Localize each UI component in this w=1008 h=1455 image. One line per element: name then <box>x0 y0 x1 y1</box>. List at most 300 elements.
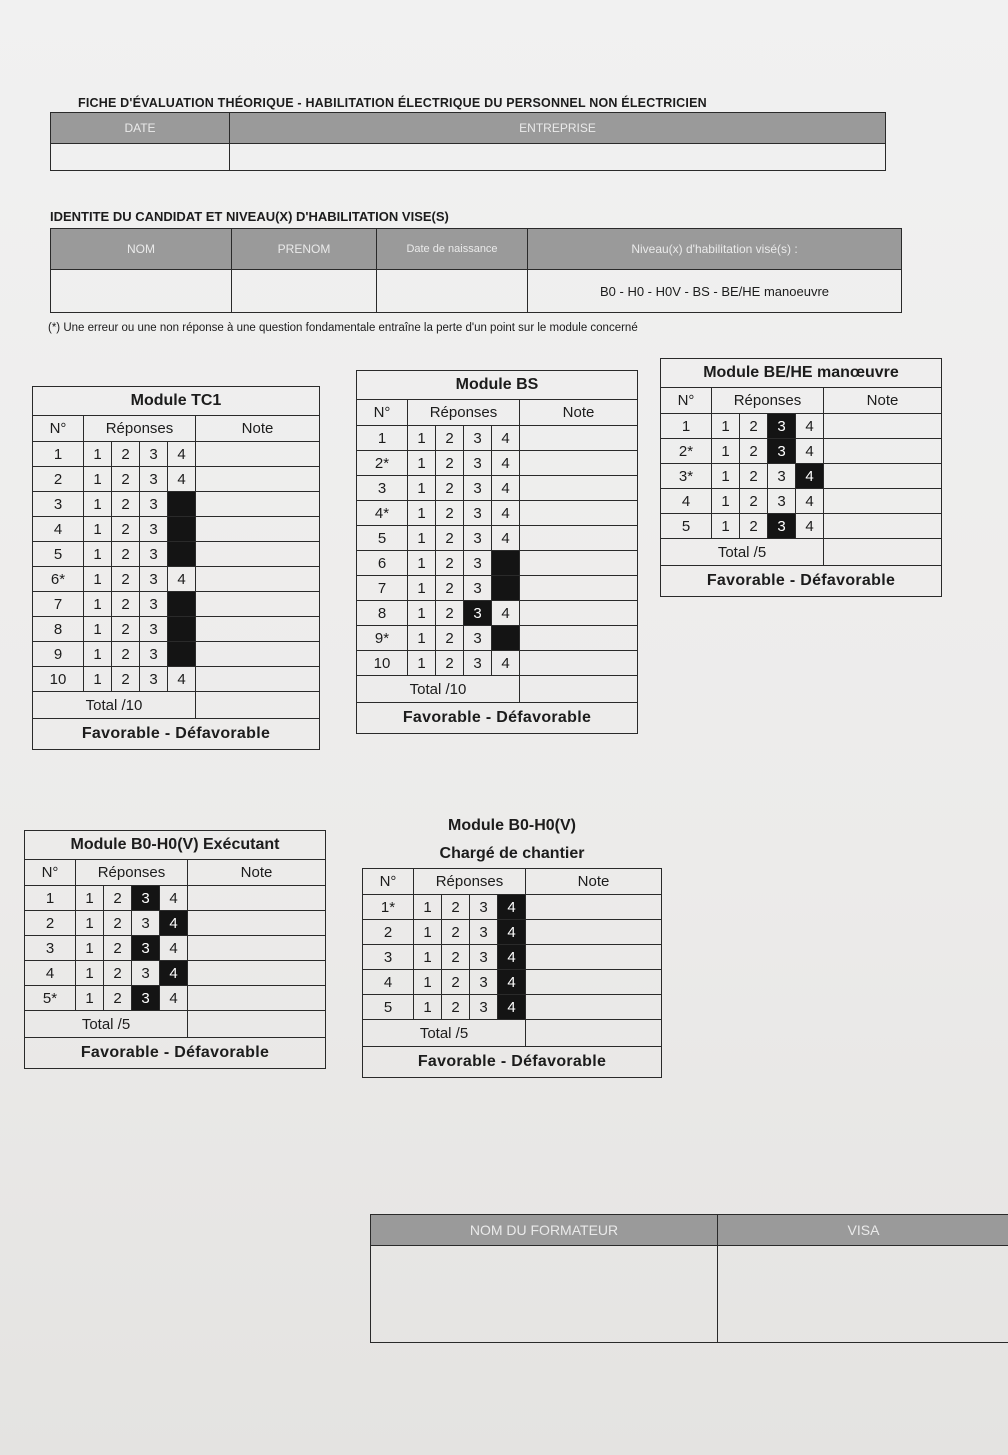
answer-option[interactable]: 2 <box>104 936 132 961</box>
answer-option[interactable]: 4 <box>498 970 526 995</box>
question-row <box>25 986 326 1011</box>
answer-option[interactable]: 4 <box>168 467 196 492</box>
col-header-reponses: Réponses <box>84 416 196 442</box>
answer-option[interactable]: 4 <box>492 601 520 626</box>
question-row <box>25 961 326 986</box>
blank-cell <box>492 626 520 651</box>
nom-label: NOM <box>51 229 232 270</box>
question-row <box>661 514 942 539</box>
blank-cell <box>168 642 196 667</box>
answer-option[interactable]: 2 <box>436 576 464 601</box>
note-cell[interactable] <box>520 651 638 676</box>
answer-option[interactable]: 2 <box>112 442 140 467</box>
blank-cell <box>168 517 196 542</box>
question-row <box>357 576 638 601</box>
question-number: 2* <box>661 439 712 464</box>
answer-option[interactable]: 3 <box>140 592 168 617</box>
answer-option[interactable]: 4 <box>796 489 824 514</box>
answer-option[interactable]: 1 <box>408 626 436 651</box>
question-number: 1* <box>363 895 414 920</box>
answer-option[interactable]: 4 <box>796 414 824 439</box>
answer-option[interactable]: 1 <box>408 551 436 576</box>
answer-option[interactable]: 2 <box>436 526 464 551</box>
note-cell[interactable] <box>520 501 638 526</box>
answer-option[interactable]: 3 <box>140 542 168 567</box>
prenom-field[interactable] <box>232 270 377 313</box>
answer-option[interactable]: 1 <box>84 592 112 617</box>
module-subtitle: Chargé de chantier <box>363 840 662 869</box>
answer-option[interactable]: 3 <box>464 476 492 501</box>
answer-option[interactable]: 4 <box>160 886 188 911</box>
note-cell[interactable] <box>196 492 320 517</box>
answer-option[interactable]: 3 <box>464 551 492 576</box>
answer-option[interactable]: 3 <box>140 567 168 592</box>
answer-option[interactable]: 2 <box>740 489 768 514</box>
answer-option[interactable]: 1 <box>84 642 112 667</box>
question-row <box>357 626 638 651</box>
answer-option[interactable]: 2 <box>112 592 140 617</box>
answer-option[interactable]: 3 <box>132 936 160 961</box>
total-value[interactable] <box>526 1020 662 1047</box>
question-number: 3* <box>661 464 712 489</box>
col-header-note: Note <box>526 869 662 895</box>
page-title: FICHE D'ÉVALUATION THÉORIQUE - HABILITATION ÉLECTRIQUE DU PERSONNEL NON ÉLECTRICIEN <box>78 96 707 110</box>
formateur-field[interactable] <box>371 1246 718 1343</box>
question-number: 2* <box>357 451 408 476</box>
answer-option[interactable]: 2 <box>112 517 140 542</box>
answer-option[interactable]: 3 <box>464 601 492 626</box>
favorable-defavorable[interactable]: Favorable - Défavorable <box>357 703 638 734</box>
note-cell[interactable] <box>520 476 638 501</box>
visa-field[interactable] <box>718 1246 1008 1343</box>
question-number: 9 <box>33 642 84 667</box>
answer-option[interactable]: 1 <box>76 936 104 961</box>
question-number: 5 <box>33 542 84 567</box>
module-title: Module TC1 <box>33 387 320 416</box>
note-cell[interactable] <box>520 576 638 601</box>
favorable-defavorable[interactable]: Favorable - Défavorable <box>25 1038 326 1069</box>
answer-option[interactable]: 1 <box>84 442 112 467</box>
question-number: 5 <box>363 995 414 1020</box>
total-label: Total /5 <box>363 1020 526 1047</box>
note-cell[interactable] <box>196 617 320 642</box>
blank-cell <box>168 542 196 567</box>
answer-option[interactable]: 3 <box>470 920 498 945</box>
question-row <box>357 451 638 476</box>
answer-option[interactable]: 3 <box>140 667 168 692</box>
col-header-note: Note <box>520 400 638 426</box>
answer-option[interactable]: 3 <box>470 945 498 970</box>
answer-option[interactable]: 1 <box>414 945 442 970</box>
answer-option[interactable]: 4 <box>160 986 188 1011</box>
answer-option[interactable]: 2 <box>740 464 768 489</box>
answer-option[interactable]: 1 <box>76 986 104 1011</box>
note-cell[interactable] <box>196 467 320 492</box>
question-row <box>357 476 638 501</box>
question-number: 1 <box>357 426 408 451</box>
note-cell[interactable] <box>188 911 326 936</box>
question-row <box>363 945 662 970</box>
question-number: 5 <box>661 514 712 539</box>
question-number: 1 <box>661 414 712 439</box>
question-number: 3 <box>357 476 408 501</box>
answer-option[interactable]: 4 <box>796 514 824 539</box>
answer-option[interactable]: 4 <box>796 439 824 464</box>
col-header-reponses: Réponses <box>712 388 824 414</box>
col-header-note: Note <box>188 860 326 886</box>
formateur-visa-table <box>370 1214 1008 1343</box>
note-cell[interactable] <box>196 542 320 567</box>
favorable-defavorable[interactable]: Favorable - Défavorable <box>363 1047 662 1078</box>
col-header-n: N° <box>357 400 408 426</box>
total-label: Total /5 <box>25 1011 188 1038</box>
module-title: Module B0-H0(V) Exécutant <box>25 831 326 860</box>
question-row <box>33 642 320 667</box>
answer-option[interactable]: 3 <box>464 626 492 651</box>
blank-cell <box>168 492 196 517</box>
answer-option[interactable]: 1 <box>84 517 112 542</box>
answer-option[interactable]: 1 <box>76 911 104 936</box>
answer-option[interactable]: 1 <box>712 514 740 539</box>
answer-option[interactable]: 2 <box>436 501 464 526</box>
question-row <box>357 501 638 526</box>
footnote: (*) Une erreur ou une non réponse à une question fondamentale entraîne la perte d'un point sur le module concerné <box>48 322 638 334</box>
total-value[interactable] <box>196 692 320 719</box>
answer-option[interactable]: 3 <box>140 617 168 642</box>
answer-option[interactable]: 2 <box>104 911 132 936</box>
favorable-defavorable[interactable]: Favorable - Défavorable <box>661 566 942 597</box>
answer-option[interactable]: 3 <box>768 414 796 439</box>
note-cell[interactable] <box>188 886 326 911</box>
date-entreprise-table <box>50 112 886 171</box>
question-number: 8 <box>357 601 408 626</box>
col-header-n: N° <box>25 860 76 886</box>
question-row <box>25 886 326 911</box>
blank-cell <box>492 576 520 601</box>
col-header-reponses: Réponses <box>408 400 520 426</box>
answer-option[interactable]: 4 <box>498 920 526 945</box>
note-cell[interactable] <box>824 514 942 539</box>
answer-option[interactable]: 2 <box>436 601 464 626</box>
question-row <box>25 936 326 961</box>
answer-option[interactable]: 3 <box>768 514 796 539</box>
answer-option[interactable]: 3 <box>132 986 160 1011</box>
entreprise-label: ENTREPRISE <box>230 113 886 144</box>
answer-option[interactable]: 2 <box>436 451 464 476</box>
answer-option[interactable]: 3 <box>464 426 492 451</box>
answer-option[interactable]: 2 <box>436 551 464 576</box>
note-cell[interactable] <box>824 464 942 489</box>
answer-option[interactable]: 2 <box>436 626 464 651</box>
answer-option[interactable]: 4 <box>168 567 196 592</box>
answer-option[interactable]: 1 <box>712 414 740 439</box>
answer-option[interactable]: 1 <box>712 464 740 489</box>
question-number: 4 <box>33 517 84 542</box>
col-header-reponses: Réponses <box>76 860 188 886</box>
note-cell[interactable] <box>520 626 638 651</box>
date-field[interactable] <box>51 144 230 171</box>
niveau-options[interactable]: B0 - H0 - H0V - BS - BE/HE manoeuvre <box>528 270 902 313</box>
note-cell[interactable] <box>520 551 638 576</box>
answer-option[interactable]: 2 <box>740 414 768 439</box>
note-cell[interactable] <box>196 642 320 667</box>
answer-option[interactable]: 1 <box>76 886 104 911</box>
note-cell[interactable] <box>188 961 326 986</box>
answer-option[interactable]: 3 <box>768 464 796 489</box>
question-number: 7 <box>357 576 408 601</box>
module-bs-table <box>356 370 638 734</box>
identity-section-title: IDENTITE DU CANDIDAT ET NIVEAU(X) D'HABILITATION VISE(S) <box>50 209 449 224</box>
question-row <box>33 542 320 567</box>
note-cell[interactable] <box>196 667 320 692</box>
answer-option[interactable]: 4 <box>796 464 824 489</box>
col-header-note: Note <box>196 416 320 442</box>
question-number: 9* <box>357 626 408 651</box>
question-number: 4 <box>25 961 76 986</box>
answer-option[interactable]: 3 <box>464 526 492 551</box>
answer-option[interactable]: 2 <box>104 961 132 986</box>
answer-option[interactable]: 2 <box>740 439 768 464</box>
note-cell[interactable] <box>824 439 942 464</box>
total-value[interactable] <box>188 1011 326 1038</box>
question-number: 3 <box>33 492 84 517</box>
answer-option[interactable]: 1 <box>414 995 442 1020</box>
note-cell[interactable] <box>196 442 320 467</box>
answer-option[interactable]: 3 <box>464 576 492 601</box>
note-cell[interactable] <box>526 945 662 970</box>
question-number: 1 <box>33 442 84 467</box>
question-row <box>33 567 320 592</box>
visa-label: VISA <box>718 1215 1008 1246</box>
answer-option[interactable]: 3 <box>140 442 168 467</box>
answer-option[interactable]: 1 <box>84 542 112 567</box>
formateur-label: NOM DU FORMATEUR <box>371 1215 718 1246</box>
question-number: 5 <box>357 526 408 551</box>
question-row <box>363 970 662 995</box>
answer-option[interactable]: 4 <box>168 667 196 692</box>
answer-option[interactable]: 4 <box>492 526 520 551</box>
note-cell[interactable] <box>824 414 942 439</box>
answer-option[interactable]: 1 <box>76 961 104 986</box>
note-cell[interactable] <box>520 526 638 551</box>
answer-option[interactable]: 2 <box>112 667 140 692</box>
answer-option[interactable]: 2 <box>442 920 470 945</box>
module-b0-charge-table <box>362 812 662 1078</box>
answer-option[interactable]: 1 <box>408 426 436 451</box>
col-header-note: Note <box>824 388 942 414</box>
note-cell[interactable] <box>526 895 662 920</box>
question-number: 8 <box>33 617 84 642</box>
answer-option[interactable]: 1 <box>408 501 436 526</box>
question-number: 2 <box>25 911 76 936</box>
question-number: 7 <box>33 592 84 617</box>
answer-option[interactable]: 3 <box>140 642 168 667</box>
naissance-label: Date de naissance <box>377 229 528 270</box>
answer-option[interactable]: 4 <box>492 501 520 526</box>
note-cell[interactable] <box>196 517 320 542</box>
question-row <box>33 667 320 692</box>
note-cell[interactable] <box>520 426 638 451</box>
question-row <box>357 651 638 676</box>
answer-option[interactable]: 1 <box>408 576 436 601</box>
answer-option[interactable]: 4 <box>492 451 520 476</box>
answer-option[interactable]: 1 <box>408 476 436 501</box>
question-number: 6* <box>33 567 84 592</box>
answer-option[interactable]: 2 <box>112 642 140 667</box>
answer-option[interactable]: 1 <box>408 451 436 476</box>
answer-option[interactable]: 2 <box>112 542 140 567</box>
answer-option[interactable]: 3 <box>140 467 168 492</box>
question-number: 5* <box>25 986 76 1011</box>
answer-option[interactable]: 3 <box>464 451 492 476</box>
module-b0-exec-table <box>24 830 326 1069</box>
answer-option[interactable]: 1 <box>414 920 442 945</box>
question-number: 2 <box>33 467 84 492</box>
answer-option[interactable]: 1 <box>414 895 442 920</box>
question-number: 2 <box>363 920 414 945</box>
note-cell[interactable] <box>196 592 320 617</box>
module-title: Module B0-H0(V) <box>448 817 576 834</box>
question-row <box>33 492 320 517</box>
answer-option[interactable]: 4 <box>492 426 520 451</box>
naissance-field[interactable] <box>377 270 528 313</box>
question-number: 4 <box>363 970 414 995</box>
blank-cell <box>168 592 196 617</box>
answer-option[interactable]: 4 <box>498 895 526 920</box>
question-row <box>33 592 320 617</box>
col-header-n: N° <box>363 869 414 895</box>
question-row <box>33 467 320 492</box>
answer-option[interactable]: 2 <box>112 492 140 517</box>
answer-option[interactable]: 3 <box>132 961 160 986</box>
nom-field[interactable] <box>51 270 232 313</box>
answer-option[interactable]: 2 <box>436 426 464 451</box>
col-header-reponses: Réponses <box>414 869 526 895</box>
answer-option[interactable]: 3 <box>768 489 796 514</box>
answer-option[interactable]: 2 <box>442 895 470 920</box>
answer-option[interactable]: 1 <box>84 617 112 642</box>
question-number: 4* <box>357 501 408 526</box>
question-number: 1 <box>25 886 76 911</box>
question-number: 6 <box>357 551 408 576</box>
question-row <box>661 464 942 489</box>
answer-option[interactable]: 2 <box>112 467 140 492</box>
note-cell[interactable] <box>526 970 662 995</box>
total-label: Total /5 <box>661 539 824 566</box>
answer-option[interactable]: 3 <box>140 492 168 517</box>
col-header-n: N° <box>33 416 84 442</box>
answer-option[interactable]: 2 <box>442 970 470 995</box>
answer-option[interactable]: 2 <box>436 476 464 501</box>
note-cell[interactable] <box>188 986 326 1011</box>
answer-option[interactable]: 4 <box>168 442 196 467</box>
module-title: Module BE/HE manœuvre <box>661 359 942 388</box>
favorable-defavorable[interactable]: Favorable - Défavorable <box>33 719 320 750</box>
answer-option[interactable]: 1 <box>84 667 112 692</box>
date-label: DATE <box>51 113 230 144</box>
blank-cell <box>168 617 196 642</box>
answer-option[interactable]: 3 <box>464 501 492 526</box>
question-row <box>661 439 942 464</box>
note-cell[interactable] <box>824 489 942 514</box>
answer-option[interactable]: 3 <box>768 439 796 464</box>
question-number: 10 <box>33 667 84 692</box>
note-cell[interactable] <box>520 451 638 476</box>
answer-option[interactable]: 3 <box>470 895 498 920</box>
answer-option[interactable]: 4 <box>160 911 188 936</box>
answer-option[interactable]: 4 <box>160 961 188 986</box>
answer-option[interactable]: 2 <box>112 567 140 592</box>
module-tc1-table <box>32 386 320 750</box>
answer-option[interactable]: 2 <box>442 995 470 1020</box>
note-cell[interactable] <box>526 995 662 1020</box>
answer-option[interactable]: 2 <box>104 886 132 911</box>
answer-option[interactable]: 2 <box>104 986 132 1011</box>
answer-option[interactable]: 1 <box>712 439 740 464</box>
answer-option[interactable]: 3 <box>132 886 160 911</box>
total-label: Total /10 <box>357 676 520 703</box>
note-cell[interactable] <box>526 920 662 945</box>
answer-option[interactable]: 2 <box>740 514 768 539</box>
module-behe-table <box>660 358 942 597</box>
answer-option[interactable]: 4 <box>160 936 188 961</box>
question-row <box>33 442 320 467</box>
answer-option[interactable]: 2 <box>436 651 464 676</box>
answer-option[interactable]: 1 <box>408 601 436 626</box>
note-cell[interactable] <box>520 601 638 626</box>
answer-option[interactable]: 1 <box>84 467 112 492</box>
answer-option[interactable]: 4 <box>498 995 526 1020</box>
total-label: Total /10 <box>33 692 196 719</box>
question-row <box>33 517 320 542</box>
total-value[interactable] <box>520 676 638 703</box>
question-row <box>357 551 638 576</box>
question-number: 10 <box>357 651 408 676</box>
answer-option[interactable]: 1 <box>408 651 436 676</box>
note-cell[interactable] <box>196 567 320 592</box>
answer-option[interactable]: 4 <box>498 945 526 970</box>
note-cell[interactable] <box>188 936 326 961</box>
answer-option[interactable]: 1 <box>712 489 740 514</box>
answer-option[interactable]: 1 <box>84 567 112 592</box>
answer-option[interactable]: 2 <box>442 945 470 970</box>
answer-option[interactable]: 1 <box>84 492 112 517</box>
question-row <box>33 617 320 642</box>
question-row <box>357 601 638 626</box>
answer-option[interactable]: 3 <box>470 970 498 995</box>
question-number: 3 <box>363 945 414 970</box>
question-row <box>661 489 942 514</box>
answer-option[interactable]: 3 <box>464 651 492 676</box>
answer-option[interactable]: 1 <box>414 970 442 995</box>
total-value[interactable] <box>824 539 942 566</box>
question-number: 4 <box>661 489 712 514</box>
answer-option[interactable]: 4 <box>492 651 520 676</box>
answer-option[interactable]: 3 <box>132 911 160 936</box>
question-row <box>363 920 662 945</box>
entreprise-field[interactable] <box>230 144 886 171</box>
answer-option[interactable]: 2 <box>112 617 140 642</box>
answer-option[interactable]: 1 <box>408 526 436 551</box>
answer-option[interactable]: 3 <box>140 517 168 542</box>
identity-table <box>50 228 902 313</box>
question-row <box>661 414 942 439</box>
answer-option[interactable]: 3 <box>470 995 498 1020</box>
answer-option[interactable]: 4 <box>492 476 520 501</box>
blank-cell <box>492 551 520 576</box>
question-row <box>25 911 326 936</box>
question-number: 3 <box>25 936 76 961</box>
